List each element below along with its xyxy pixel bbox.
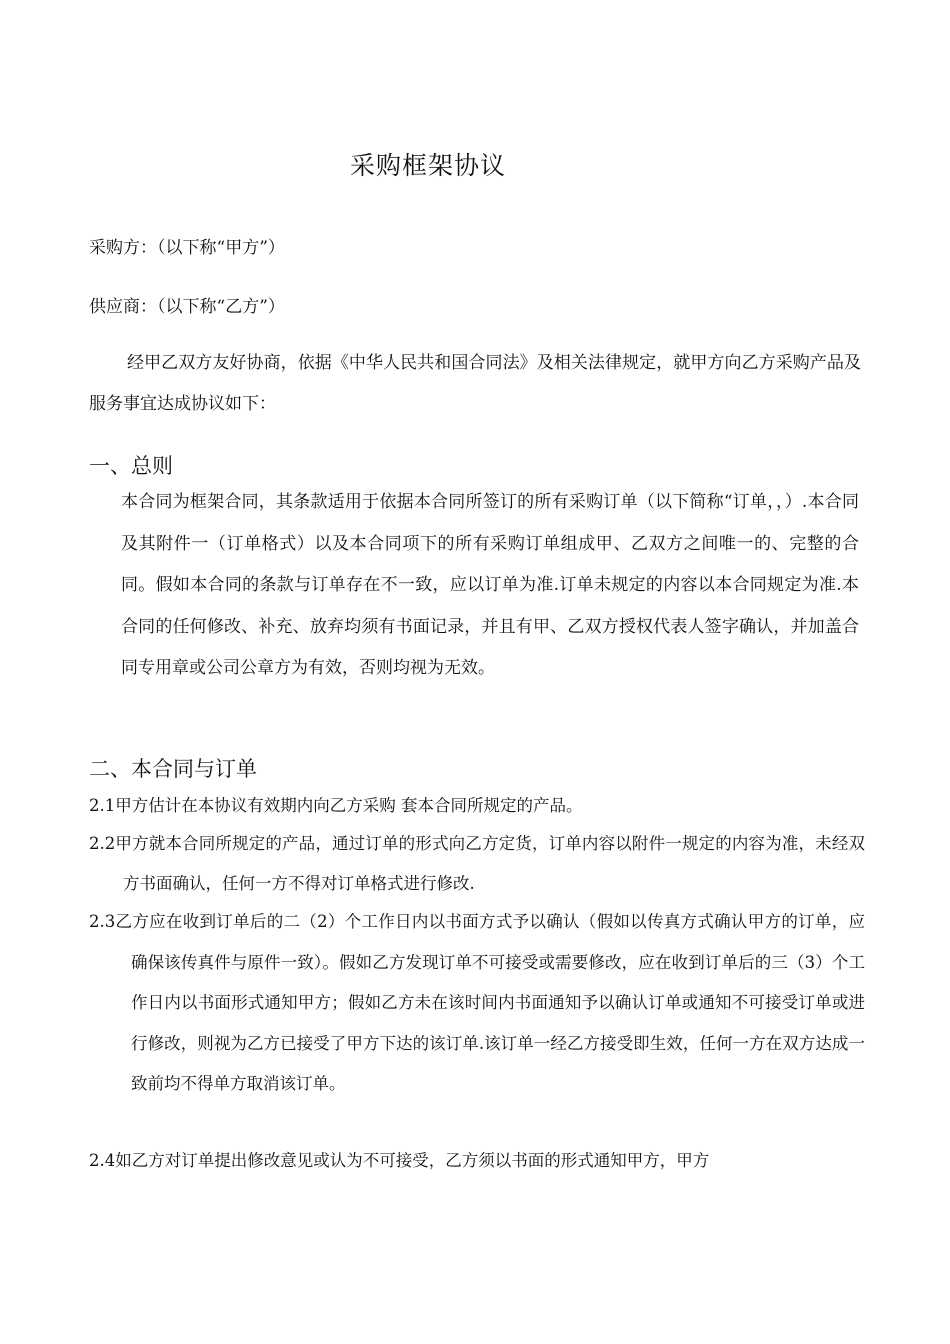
clause-text: 乙方应在收到订单后的二（2）个工作日内以书面方式予以确认（假如以传真方式确认甲方的订单，应确保该传真件与原件一致）。假如乙方发现订单不可接受或需要修改，应在收到订单后的三（3）个工作日内以书面形式通知甲方；假如乙方未在该时间内书面通知予以确认订单或通知不可接受订单或进行修改，则视为乙方已接受了甲方下达的该订单.该订单一经乙方接受即生效，任何一方在双方达成一致前均不得单方取消该订单。 <box>115 912 865 1093</box>
clause-number: 2.2 <box>89 834 116 853</box>
clause-text: 甲方估计在本协议有效期内向乙方采购 套本合同所规定的产品。 <box>115 796 583 815</box>
clause-2-3 <box>89 902 865 1105</box>
clause-2-4 <box>89 1141 865 1181</box>
buyer-line: 采购方：（以下称“甲方”） <box>89 238 285 258</box>
clause-text: 甲方就本合同所规定的产品，通过订单的形式向乙方定货，订单内容以附件一规定的内容为准，未经双方书面确认，任何一方不得对订单格式进行修改. <box>115 834 865 893</box>
clause-2-2 <box>89 824 865 903</box>
clause-number: 2.4 <box>89 1151 116 1170</box>
intro-paragraph: 经甲乙双方友好协商，依据《中华人民共和国合同法》及相关法律规定，就甲方向乙方采购产品及服务事宜达成协议如下： <box>89 353 861 414</box>
clause-number: 2.1 <box>89 796 116 815</box>
general-body: 本合同为框架合同，其条款适用于依据本合同所签订的所有采购订单（以下简称“订单，，）.本合同及其附件一（订单格式）以及本合同项下的所有采购订单组成甲、乙双方之间唯一的、完整的合同。假如本合同的条款与订单存在不一致，应以订单为准.订单未规定的内容以本合同规定为准.本合同的任何修改、补充、放弃均须有书面记录，并且有甲、乙双方授权代表人签字确认，并加盖合同专用章或公司公章方为有效，否则均视为无效。 <box>121 492 859 678</box>
section-heading-contract-orders: 二、本合同与订单 <box>89 757 257 781</box>
document-title: 采购框架协议 <box>349 151 506 180</box>
supplier-line: 供应商：（以下称“乙方”） <box>89 297 285 317</box>
clause-number: 2.3 <box>89 912 116 931</box>
section-heading-general: 一、总则 <box>89 454 173 478</box>
clause-2-1 <box>89 786 865 826</box>
clause-text: 如乙方对订单提出修改意见或认为不可接受，乙方须以书面的形式通知甲方，甲方 <box>115 1151 710 1170</box>
